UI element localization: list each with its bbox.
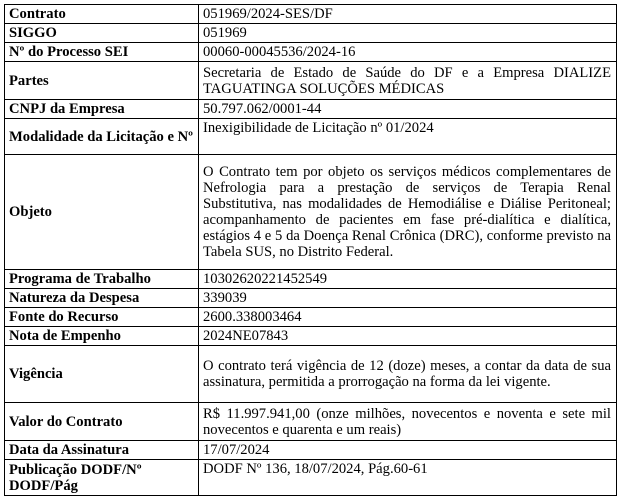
- table-row-modalidade: [5, 119, 617, 155]
- row-value: 50.797.062/0001-44: [199, 100, 617, 119]
- row-value: Secretaria de Estado de Saúde do DF e a Empresa DIALIZE TAGUATINGA SOLUÇÕES MÉDICAS: [199, 62, 617, 100]
- table-row-valor-contrato: [5, 403, 617, 441]
- row-label: Partes: [5, 62, 199, 100]
- table-row-natureza-despesa: [5, 289, 617, 308]
- table-row-data-assinatura: [5, 441, 617, 460]
- row-value: R$ 11.997.941,00 (onze milhões, novecentos e noventa e sete mil novecentos e quarenta e um reais): [199, 403, 617, 441]
- row-label: Objeto: [5, 155, 199, 270]
- row-label: Data da Assinatura: [5, 441, 199, 460]
- row-value: 051969: [199, 24, 617, 43]
- table-row-vigencia: [5, 346, 617, 403]
- row-value: 2600.338003464: [199, 308, 617, 327]
- contract-summary-table: [4, 4, 617, 496]
- row-value: O Contrato tem por objeto os serviços médicos complementares de Nefrologia para a prestação de serviços de Terapia Renal Substitutiva, nas modalidades de Hemodiálise e Diálise Peritoneal; acompanhamento de pacientes em fase pré-dialítica e dialítica, estágios 4 e 5 da Doença Renal Crônica (DRC), conforme previsto na Tabela SUS, no Distrito Federal.: [199, 155, 617, 270]
- row-value: Inexigibilidade de Licitação nº 01/2024: [199, 119, 617, 155]
- table-row-publicacao-dodf: [5, 460, 617, 496]
- row-value: DODF Nº 136, 18/07/2024, Pág.60-61: [199, 460, 617, 496]
- row-label: Publicação DODF/Nº DODF/Pág: [5, 460, 199, 496]
- row-value: 10302620221452549: [199, 270, 617, 289]
- table-row-nota-empenho: [5, 327, 617, 346]
- row-label: Nº do Processo SEI: [5, 43, 199, 62]
- row-label: Fonte do Recurso: [5, 308, 199, 327]
- table-row-partes: [5, 62, 617, 100]
- table-row-contrato: [5, 5, 617, 24]
- row-label: Modalidade da Licitação e Nº: [5, 119, 199, 155]
- row-label: Nota de Empenho: [5, 327, 199, 346]
- row-label: CNPJ da Empresa: [5, 100, 199, 119]
- row-value: 051969/2024-SES/DF: [199, 5, 617, 24]
- row-label: Contrato: [5, 5, 199, 24]
- table-row-objeto: [5, 155, 617, 270]
- row-value: 339039: [199, 289, 617, 308]
- row-label: Vigência: [5, 346, 199, 403]
- row-value: O contrato terá vigência de 12 (doze) meses, a contar da data de sua assinatura, permitida a prorrogação na forma da lei vigente.: [199, 346, 617, 403]
- row-value: 17/07/2024: [199, 441, 617, 460]
- row-label: Valor do Contrato: [5, 403, 199, 441]
- table-row-processo-sei: [5, 43, 617, 62]
- table-row-fonte-recurso: [5, 308, 617, 327]
- row-value: 2024NE07843: [199, 327, 617, 346]
- row-value: 00060-00045536/2024-16: [199, 43, 617, 62]
- table-row-cnpj: [5, 100, 617, 119]
- row-label: SIGGO: [5, 24, 199, 43]
- row-label: Natureza da Despesa: [5, 289, 199, 308]
- table-row-siggo: [5, 24, 617, 43]
- table-row-programa-trabalho: [5, 270, 617, 289]
- row-label: Programa de Trabalho: [5, 270, 199, 289]
